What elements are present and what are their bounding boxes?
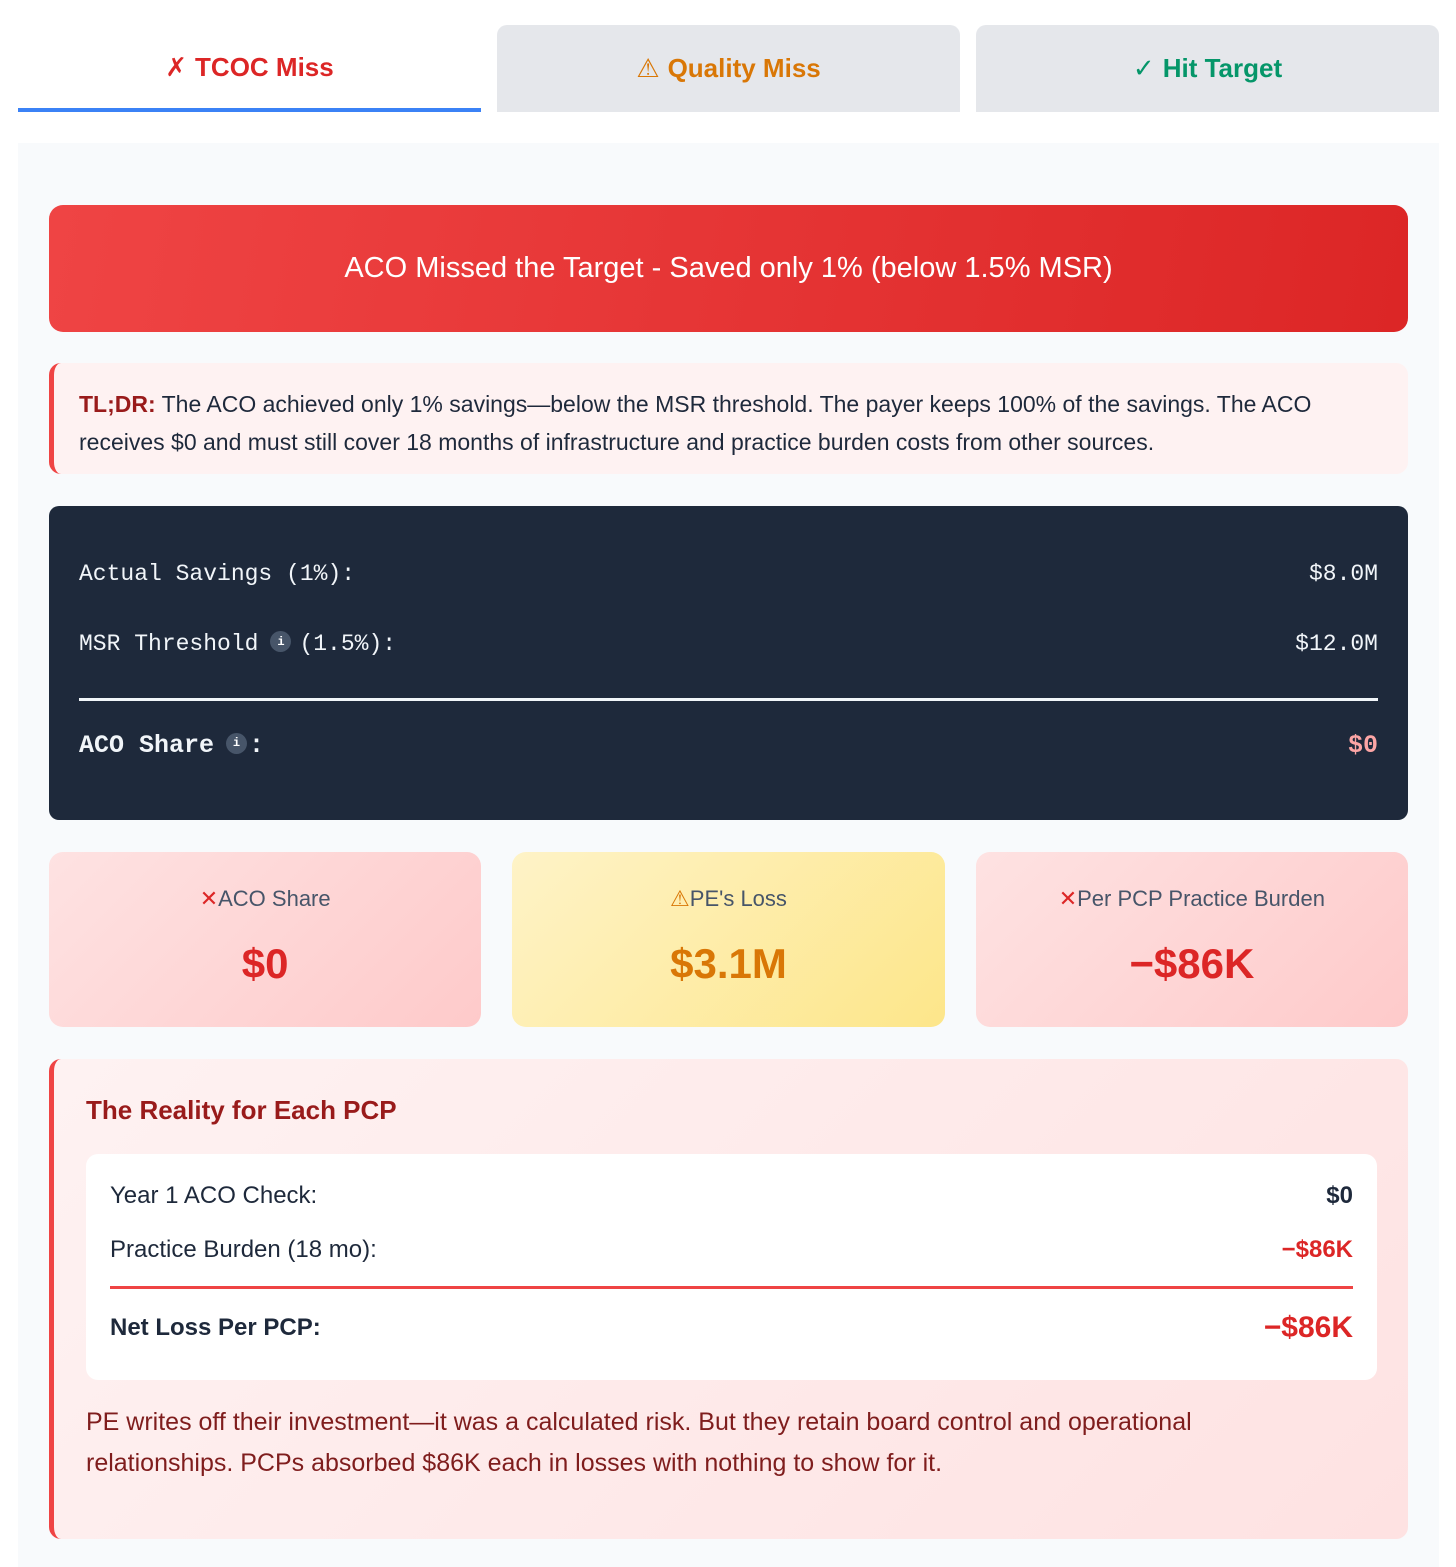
- savings-calculation: [49, 506, 1408, 820]
- metric-value: $0: [241, 940, 289, 987]
- x-mark-icon: ✕: [199, 886, 219, 911]
- metric-card-pcp-burden: [976, 852, 1408, 1027]
- tldr-callout: [49, 363, 1408, 474]
- calc-label: Actual Savings (1%):: [79, 561, 356, 587]
- ledger-label: Year 1 ACO Check:: [110, 1182, 318, 1209]
- tab-quality-miss[interactable]: [497, 25, 960, 112]
- calc-label-suffix: (1.5%):: [299, 631, 397, 657]
- metric-card-aco-share: [49, 852, 481, 1027]
- metric-value: $3.1M: [670, 940, 787, 987]
- reality-note: PE writes off their investment—it was a calculated risk. But they retain board control and operational relationships. PCPs absorbed $86K each in losses with nothing to show for it.: [86, 1408, 1192, 1477]
- result-banner: [49, 205, 1408, 332]
- calc-row-msr-threshold: [79, 631, 1378, 657]
- calc-row-actual-savings: [79, 561, 1378, 587]
- tldr-text: The ACO achieved only 1% savings—below the MSR threshold. The payer keeps 100% of the savings. The ACO receives $0 and must still cover 18 months of infrastructure and practice burden costs from other sources.: [79, 391, 1312, 455]
- warning-icon: ⚠: [670, 886, 690, 911]
- tab-label: Hit Target: [1162, 53, 1283, 83]
- tab-label: TCOC Miss: [195, 52, 334, 82]
- check-icon: ✓: [1132, 53, 1155, 83]
- section-title: The Reality for Each PCP: [86, 1095, 397, 1125]
- calc-label-text: MSR Threshold: [79, 631, 259, 657]
- metric-label: [200, 886, 331, 912]
- calc-value: $8.0M: [1308, 561, 1378, 587]
- ledger-row-net-loss: [110, 1311, 1353, 1345]
- metric-value: −$86K: [1129, 940, 1255, 987]
- calc-value: $12.0M: [1295, 631, 1378, 657]
- calc-row-aco-share: [79, 731, 1378, 760]
- x-mark-icon: ✕: [1058, 886, 1078, 911]
- info-icon[interactable]: i: [270, 631, 291, 652]
- ledger-label: Net Loss Per PCP:: [110, 1314, 321, 1341]
- tldr-lead: TL;DR:: [79, 391, 156, 417]
- metric-label-text: PE's Loss: [689, 886, 787, 911]
- pcp-ledger: [86, 1154, 1377, 1380]
- metric-label: [1059, 886, 1325, 912]
- calc-label-suffix: :: [249, 731, 265, 760]
- ledger-value: $0: [1326, 1182, 1353, 1209]
- scenario-tabs: [18, 25, 1439, 113]
- ledger-row-aco-check: [110, 1182, 1353, 1210]
- calc-label: [79, 731, 264, 760]
- warning-icon: ⚠: [636, 53, 660, 83]
- info-icon[interactable]: i: [226, 733, 247, 754]
- calc-label-text: ACO Share: [79, 731, 215, 760]
- calc-total-value: $0: [1347, 731, 1378, 760]
- ledger-label: Practice Burden (18 mo):: [110, 1236, 377, 1263]
- x-mark-icon: ✗: [165, 52, 188, 82]
- scenario-panel: [18, 143, 1439, 1567]
- calc-label: [79, 631, 396, 657]
- metric-label-text: ACO Share: [218, 886, 331, 911]
- tab-tcoc-miss[interactable]: [18, 25, 481, 112]
- pcp-reality-section: [49, 1059, 1408, 1539]
- metric-label-text: Per PCP Practice Burden: [1077, 886, 1325, 911]
- metric-label: [670, 886, 787, 912]
- ledger-row-practice-burden: [110, 1236, 1353, 1264]
- metric-card-pe-loss: [512, 852, 944, 1027]
- divider: [110, 1286, 1353, 1289]
- ledger-total-value: −$86K: [1263, 1311, 1353, 1344]
- ledger-value: −$86K: [1281, 1236, 1353, 1263]
- tab-hit-target[interactable]: [976, 25, 1439, 112]
- tab-label: Quality Miss: [667, 53, 821, 83]
- divider: [79, 698, 1378, 701]
- banner-text: ACO Missed the Target - Saved only 1% (below 1.5% MSR): [344, 252, 1113, 284]
- metric-cards: [49, 852, 1408, 1027]
